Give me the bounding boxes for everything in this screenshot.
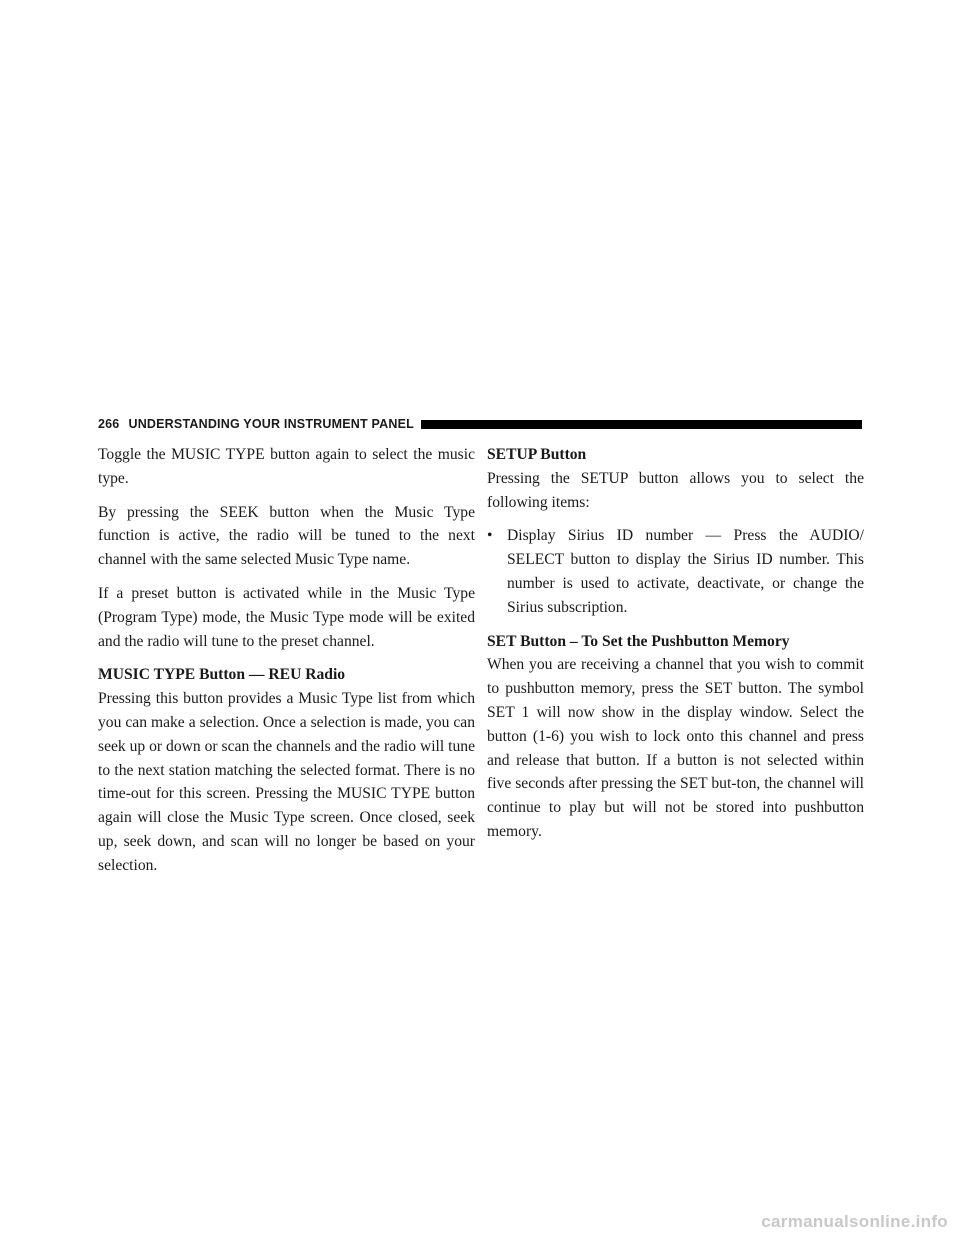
- page-number: 266: [98, 417, 120, 431]
- section-title: UNDERSTANDING YOUR INSTRUMENT PANEL: [128, 417, 414, 431]
- left-column: [98, 443, 475, 888]
- paragraph-set-button: When you are receiving a channel that you wish to commit to pushbutton memory, press the SET button. The symbol SET 1 will now show in the display window. Select the button (1-6) you wish to lock onto this channel and press and release that button. If a button is not selected within five seconds after pressing the SET but-ton, the channel will continue to play but will not be stored into pushbutton memory.: [487, 656, 864, 840]
- paragraph-preset-button: If a preset button is activated while in the Music Type (Program Type) mode, the Music Type mode will be exited and the radio will tune to the preset channel.: [98, 584, 475, 650]
- paragraph-setup-intro: Pressing the SETUP button allows you to select the following items:: [487, 469, 864, 511]
- paragraph-music-type-list: Pressing this button provides a Music Type list from which you can make a selection. Once a selection is made, you can seek up or down or scan the channels and the radio will tune to the next station matching the selected format. There is no time-out for this screen. Pressing the MUSIC TYPE button again will close the Music Type screen. Once closed, seek up, seek down, and scan will no longer be based on your selection.: [98, 690, 475, 874]
- watermark: carmanualsonline.info: [761, 1212, 948, 1231]
- heading-setup-button: SETUP Button: [487, 446, 587, 463]
- page-header: [98, 417, 862, 431]
- header-rule: [421, 420, 862, 429]
- right-column: [487, 443, 864, 854]
- bullet-icon: •: [487, 527, 493, 545]
- list-item: [487, 524, 864, 619]
- paragraph-toggle-music-type: Toggle the MUSIC TYPE button again to select the music type.: [98, 446, 475, 487]
- setup-items-list: [487, 524, 864, 619]
- bullet-text-sirius-id: Display Sirius ID number — Press the AUDIO/ SELECT button to display the Sirius ID number. This number is used to activate, deactivate, or change the Sirius subscription.: [507, 527, 864, 616]
- paragraph-seek-button: By pressing the SEEK button when the Music Type function is active, the radio will be tuned to the next channel with the same selected Music Type name.: [98, 503, 475, 569]
- heading-set-button: SET Button – To Set the Pushbutton Memory: [487, 632, 790, 650]
- heading-music-type-button: MUSIC TYPE Button — REU Radio: [98, 666, 346, 684]
